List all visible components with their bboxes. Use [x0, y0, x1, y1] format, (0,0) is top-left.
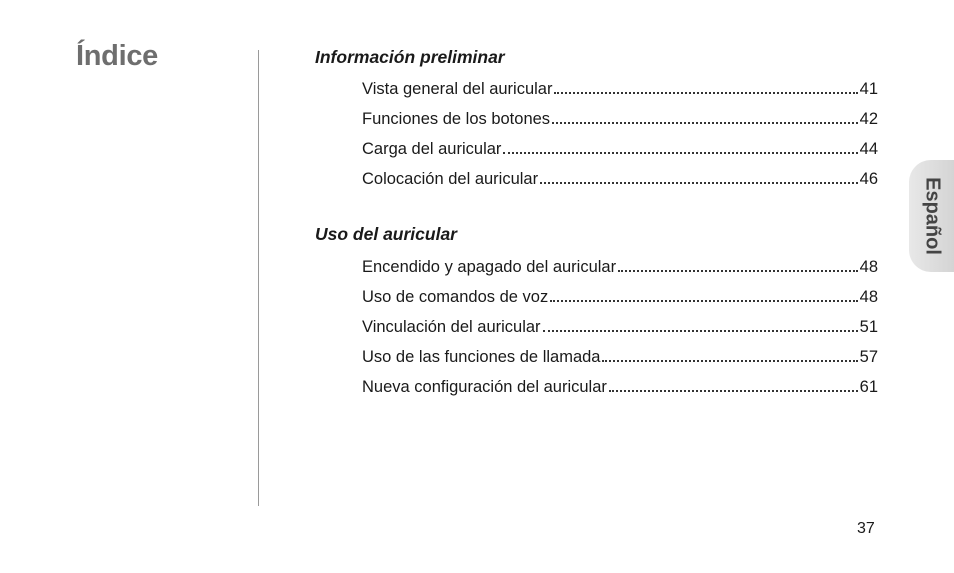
- dot-leader: [552, 122, 858, 124]
- toc-entry[interactable]: [362, 378, 878, 408]
- toc-entry-page: 57: [859, 348, 878, 366]
- toc-entry[interactable]: [362, 258, 878, 288]
- toc-entry-page: 48: [859, 288, 878, 306]
- toc-entry[interactable]: [362, 170, 878, 200]
- section-title-uso-del-auricular: Uso del auricular: [315, 224, 457, 244]
- toc-entry-page: 41: [859, 80, 878, 98]
- toc-entry-label: Carga del auricular: [362, 140, 502, 158]
- toc-entry[interactable]: [362, 80, 878, 110]
- toc-entry-label: Uso de las funciones de llamada: [362, 348, 601, 366]
- toc-entry-label: Uso de comandos de voz: [362, 288, 549, 306]
- toc-entry-label: Funciones de los botones: [362, 110, 551, 128]
- dot-leader: [540, 182, 858, 184]
- toc-entry-page: 51: [859, 318, 878, 336]
- toc-entry[interactable]: [362, 318, 878, 348]
- vertical-divider: [258, 50, 259, 506]
- toc-entry-label: Nueva configuración del auricular: [362, 378, 607, 396]
- page-title: Índice: [76, 40, 158, 72]
- toc-entry[interactable]: [362, 288, 878, 318]
- toc-list-uso-del-auricular: [362, 258, 878, 408]
- dot-leader: [609, 390, 858, 392]
- section-title-informacion-preliminar: Información preliminar: [315, 47, 505, 67]
- dot-leader: [554, 92, 857, 94]
- toc-entry-label: Colocación del auricular: [362, 170, 539, 188]
- toc-entry-label: Vista general del auricular: [362, 80, 553, 98]
- dot-leader: [550, 300, 857, 302]
- toc-entry[interactable]: [362, 348, 878, 378]
- page-number: 37: [857, 520, 875, 537]
- dot-leader: [602, 360, 857, 362]
- dot-leader: [618, 270, 858, 272]
- toc-entry-label: Vinculación del auricular: [362, 318, 541, 336]
- toc-entry-page: 44: [859, 140, 878, 158]
- toc-list-informacion-preliminar: [362, 80, 878, 200]
- toc-entry-page: 61: [859, 378, 878, 396]
- dot-leader: [543, 330, 858, 332]
- toc-entry[interactable]: [362, 110, 878, 140]
- language-tab: [909, 160, 954, 272]
- dot-leader: [503, 152, 857, 154]
- toc-entry-label: Encendido y apagado del auricular: [362, 258, 617, 276]
- language-tab-label: Español: [921, 177, 943, 255]
- toc-entry[interactable]: [362, 140, 878, 170]
- toc-entry-page: 48: [859, 258, 878, 276]
- toc-entry-page: 42: [859, 110, 878, 128]
- toc-entry-page: 46: [859, 170, 878, 188]
